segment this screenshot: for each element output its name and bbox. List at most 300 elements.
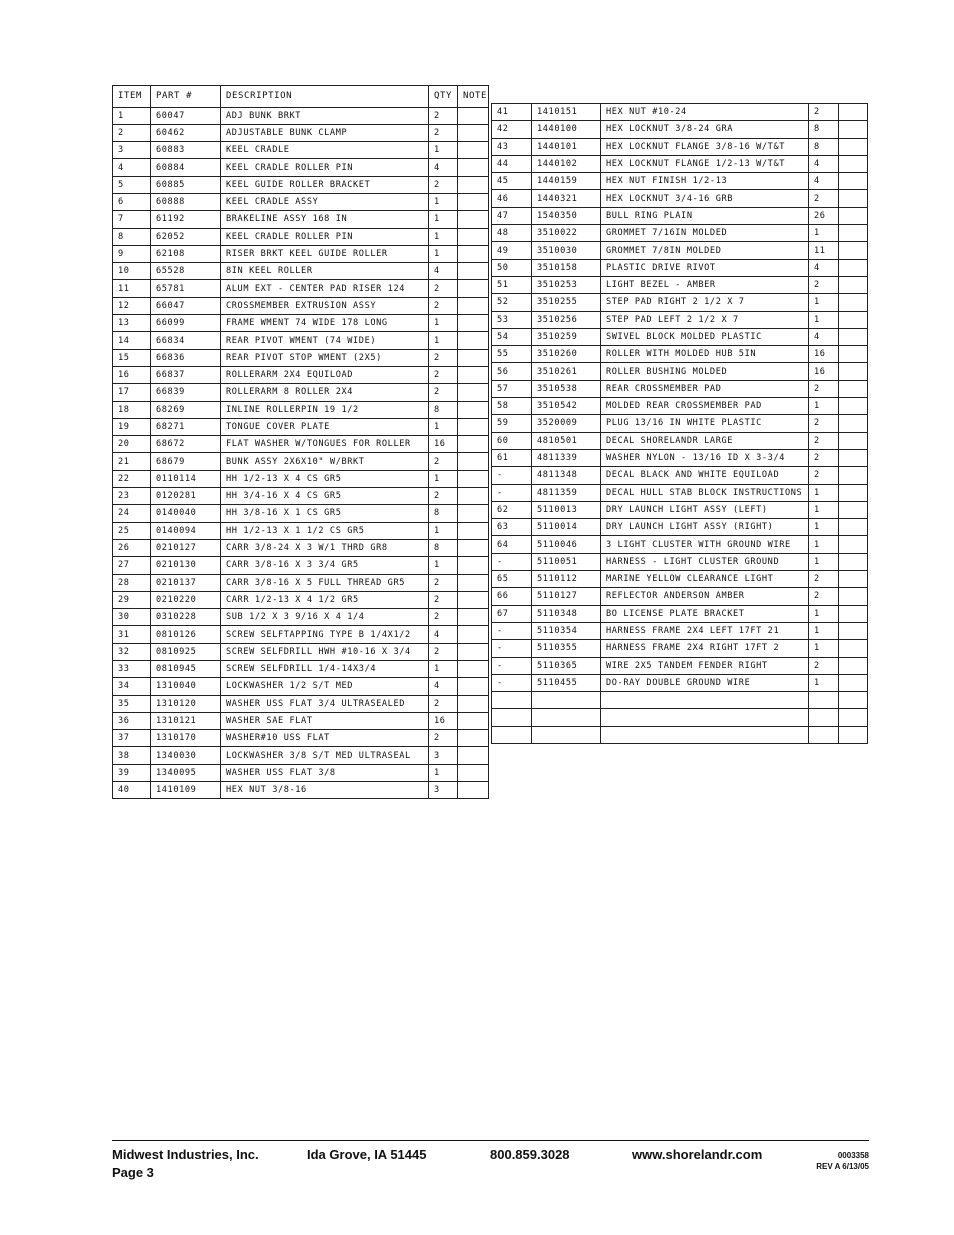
table-row: [492, 104, 868, 121]
cell-qty: 2: [429, 107, 458, 124]
table-row: [492, 588, 868, 605]
cell-note: [458, 349, 489, 366]
cell-qty: 2: [429, 349, 458, 366]
table-row: [492, 155, 868, 172]
header-part: PART #: [151, 86, 221, 108]
cell-note: [839, 501, 868, 518]
cell-qty: 1: [429, 142, 458, 159]
cell-qty: 16: [429, 436, 458, 453]
cell-part: 60884: [151, 159, 221, 176]
cell-description: INLINE ROLLERPIN 19 1/2: [221, 401, 429, 418]
cell-note: [839, 467, 868, 484]
cell-part: 66834: [151, 332, 221, 349]
cell-qty: 1: [429, 418, 458, 435]
cell-item: 23: [113, 488, 151, 505]
table-row: [113, 384, 489, 401]
cell-note: [458, 193, 489, 210]
cell-qty: 2: [429, 124, 458, 141]
table-row: [113, 488, 489, 505]
cell-qty: [809, 726, 839, 743]
table-row: [113, 730, 489, 747]
cell-note: [839, 155, 868, 172]
cell-item: -: [492, 553, 532, 570]
cell-note: [458, 124, 489, 141]
cell-item: 34: [113, 678, 151, 695]
cell-qty: 1: [429, 470, 458, 487]
cell-note: [458, 228, 489, 245]
cell-part: 1410109: [151, 782, 221, 799]
cell-qty: [809, 709, 839, 726]
table-row: [492, 415, 868, 432]
cell-description: HH 1/2-13 X 1 1/2 CS GR5: [221, 522, 429, 539]
cell-qty: 1: [429, 245, 458, 262]
cell-item: 42: [492, 121, 532, 138]
cell-description: HH 3/4-16 X 4 CS GR5: [221, 488, 429, 505]
cell-qty: 4: [429, 263, 458, 280]
cell-qty: 1: [429, 764, 458, 781]
cell-description: PLUG 13/16 IN WHITE PLASTIC: [601, 415, 809, 432]
cell-note: [458, 384, 489, 401]
cell-description: PLASTIC DRIVE RIVOT: [601, 259, 809, 276]
cell-qty: 2: [429, 280, 458, 297]
cell-note: [458, 643, 489, 660]
cell-part: 1310040: [151, 678, 221, 695]
cell-description: HARNESS FRAME 2X4 RIGHT 17FT 2: [601, 640, 809, 657]
cell-part: 1340095: [151, 764, 221, 781]
cell-note: [458, 747, 489, 764]
table-row: [492, 173, 868, 190]
table-row: [113, 245, 489, 262]
cell-note: [839, 294, 868, 311]
cell-part: 0140094: [151, 522, 221, 539]
table-row: [113, 557, 489, 574]
cell-item: 65: [492, 571, 532, 588]
cell-description: SUB 1/2 X 3 9/16 X 4 1/4: [221, 609, 429, 626]
table-row: [113, 764, 489, 781]
table-row: [492, 709, 868, 726]
cell-description: RISER BRKT KEEL GUIDE ROLLER: [221, 245, 429, 262]
cell-part: 0110114: [151, 470, 221, 487]
cell-description: DRY LAUNCH LIGHT ASSY (RIGHT): [601, 519, 809, 536]
cell-qty: 11: [809, 242, 839, 259]
cell-description: DECAL HULL STAB BLOCK INSTRUCTIONS: [601, 484, 809, 501]
table-row: [492, 294, 868, 311]
cell-part: 1440101: [532, 138, 601, 155]
table-row: [113, 228, 489, 245]
header-description: DESCRIPTION: [221, 86, 429, 108]
cell-qty: 2: [809, 415, 839, 432]
cell-item: 3: [113, 142, 151, 159]
cell-note: [458, 609, 489, 626]
cell-item: 15: [113, 349, 151, 366]
cell-part: 1310121: [151, 712, 221, 729]
cell-part: 0120281: [151, 488, 221, 505]
cell-note: [839, 259, 868, 276]
cell-part: 1540350: [532, 207, 601, 224]
cell-qty: 1: [429, 315, 458, 332]
parts-table-left-body: [113, 107, 489, 799]
cell-note: [839, 190, 868, 207]
table-row: [492, 674, 868, 691]
cell-item: 6: [113, 193, 151, 210]
cell-item: 37: [113, 730, 151, 747]
cell-item: 63: [492, 519, 532, 536]
cell-part: 1340030: [151, 747, 221, 764]
table-row: [113, 263, 489, 280]
cell-note: [839, 207, 868, 224]
cell-qty: 1: [429, 193, 458, 210]
cell-note: [839, 363, 868, 380]
cell-item: 51: [492, 276, 532, 293]
table-row: [113, 643, 489, 660]
cell-part: 1310170: [151, 730, 221, 747]
cell-item: [492, 692, 532, 709]
cell-note: [458, 695, 489, 712]
cell-note: [839, 398, 868, 415]
table-row: [113, 522, 489, 539]
cell-note: [458, 712, 489, 729]
cell-item: 38: [113, 747, 151, 764]
cell-item: 57: [492, 380, 532, 397]
table-row: [113, 418, 489, 435]
cell-item: 45: [492, 173, 532, 190]
table-row: [113, 280, 489, 297]
cell-note: [458, 678, 489, 695]
cell-part: 5110348: [532, 605, 601, 622]
cell-item: -: [492, 674, 532, 691]
cell-note: [458, 366, 489, 383]
cell-qty: 8: [809, 121, 839, 138]
table-row: [492, 692, 868, 709]
cell-part: 3520009: [532, 415, 601, 432]
table-row: [492, 449, 868, 466]
cell-qty: 1: [809, 553, 839, 570]
cell-item: 10: [113, 263, 151, 280]
cell-description: ADJ BUNK BRKT: [221, 107, 429, 124]
cell-note: [839, 276, 868, 293]
cell-item: 55: [492, 346, 532, 363]
cell-qty: 2: [429, 695, 458, 712]
cell-part: 68672: [151, 436, 221, 453]
cell-item: 67: [492, 605, 532, 622]
cell-part: 0810945: [151, 661, 221, 678]
cell-item: 35: [113, 695, 151, 712]
cell-part: 0810925: [151, 643, 221, 660]
cell-note: [458, 505, 489, 522]
cell-qty: 16: [429, 712, 458, 729]
table-row: [113, 349, 489, 366]
cell-description: HH 1/2-13 X 4 CS GR5: [221, 470, 429, 487]
cell-description: REAR PIVOT WMENT (74 WIDE): [221, 332, 429, 349]
cell-qty: 8: [429, 539, 458, 556]
cell-part: 62108: [151, 245, 221, 262]
cell-item: -: [492, 640, 532, 657]
table-row: [113, 453, 489, 470]
cell-qty: 16: [809, 346, 839, 363]
cell-part: 4811339: [532, 449, 601, 466]
cell-description: KEEL CRADLE: [221, 142, 429, 159]
cell-description: WASHER USS FLAT 3/4 ULTRASEALED: [221, 695, 429, 712]
cell-qty: 2: [429, 366, 458, 383]
cell-description: WASHER#10 USS FLAT: [221, 730, 429, 747]
cell-part: 0140040: [151, 505, 221, 522]
cell-note: [458, 782, 489, 799]
table-row: [492, 346, 868, 363]
cell-note: [839, 640, 868, 657]
cell-note: [458, 626, 489, 643]
table-row: [113, 366, 489, 383]
cell-qty: 2: [809, 657, 839, 674]
cell-part: 60047: [151, 107, 221, 124]
cell-item: 66: [492, 588, 532, 605]
cell-description: FRAME WMENT 74 WIDE 178 LONG: [221, 315, 429, 332]
table-row: [492, 657, 868, 674]
cell-item: 59: [492, 415, 532, 432]
cell-part: 5110046: [532, 536, 601, 553]
cell-description: 3 LIGHT CLUSTER WITH GROUND WIRE: [601, 536, 809, 553]
cell-description: GROMMET 7/16IN MOLDED: [601, 225, 809, 242]
cell-qty: 1: [809, 640, 839, 657]
cell-note: [839, 657, 868, 674]
cell-item: 62: [492, 501, 532, 518]
cell-qty: 1: [809, 605, 839, 622]
cell-qty: 1: [809, 311, 839, 328]
cell-note: [458, 661, 489, 678]
cell-part: 61192: [151, 211, 221, 228]
cell-item: 61: [492, 449, 532, 466]
cell-qty: 1: [809, 501, 839, 518]
cell-qty: 2: [809, 588, 839, 605]
cell-description: MARINE YELLOW CLEARANCE LIGHT: [601, 571, 809, 588]
table-row: [113, 315, 489, 332]
cell-part: 5110013: [532, 501, 601, 518]
cell-note: [839, 519, 868, 536]
cell-description: BRAKELINE ASSY 168 IN: [221, 211, 429, 228]
cell-part: 3510261: [532, 363, 601, 380]
cell-qty: 1: [429, 332, 458, 349]
cell-qty: 4: [809, 328, 839, 345]
cell-part: 3510158: [532, 259, 601, 276]
parts-table-left: [112, 85, 489, 799]
cell-qty: 1: [809, 225, 839, 242]
table-row: [113, 591, 489, 608]
cell-part: 0210220: [151, 591, 221, 608]
cell-part: 60885: [151, 176, 221, 193]
cell-description: [601, 709, 809, 726]
cell-item: 16: [113, 366, 151, 383]
cell-qty: 26: [809, 207, 839, 224]
cell-note: [839, 138, 868, 155]
cell-description: [601, 726, 809, 743]
cell-item: 33: [113, 661, 151, 678]
cell-qty: 2: [809, 380, 839, 397]
cell-part: 3510256: [532, 311, 601, 328]
cell-note: [458, 142, 489, 159]
cell-note: [839, 346, 868, 363]
cell-description: CARR 3/8-16 X 3 3/4 GR5: [221, 557, 429, 574]
cell-description: CARR 3/8-16 X 5 FULL THREAD GR5: [221, 574, 429, 591]
cell-description: CROSSMEMBER EXTRUSION ASSY: [221, 297, 429, 314]
footer-page-number: Page 3: [112, 1165, 154, 1180]
cell-note: [839, 242, 868, 259]
cell-note: [458, 436, 489, 453]
cell-description: WASHER NYLON - 13/16 ID X 3-3/4: [601, 449, 809, 466]
cell-item: 54: [492, 328, 532, 345]
cell-description: HARNESS - LIGHT CLUSTER GROUND: [601, 553, 809, 570]
cell-qty: 2: [429, 384, 458, 401]
cell-description: 8IN KEEL ROLLER: [221, 263, 429, 280]
cell-note: [458, 418, 489, 435]
cell-description: HEX LOCKNUT 3/8-24 GRA: [601, 121, 809, 138]
table-row: [113, 401, 489, 418]
cell-note: [458, 488, 489, 505]
cell-qty: 2: [429, 730, 458, 747]
cell-description: ROLLERARM 2X4 EQUILOAD: [221, 366, 429, 383]
cell-qty: 16: [809, 363, 839, 380]
footer-address: Ida Grove, IA 51445: [307, 1147, 427, 1162]
cell-part: 68269: [151, 401, 221, 418]
cell-note: [839, 311, 868, 328]
cell-item: 22: [113, 470, 151, 487]
cell-part: 60462: [151, 124, 221, 141]
cell-description: HEX NUT 3/8-16: [221, 782, 429, 799]
parts-table-right-body: [492, 104, 868, 744]
cell-note: [458, 730, 489, 747]
cell-qty: 2: [809, 104, 839, 121]
cell-part: 1440159: [532, 173, 601, 190]
cell-item: -: [492, 467, 532, 484]
cell-qty: 2: [809, 276, 839, 293]
cell-note: [839, 328, 868, 345]
cell-part: [532, 692, 601, 709]
cell-part: 5110014: [532, 519, 601, 536]
footer-company: Midwest Industries, Inc.: [112, 1147, 259, 1162]
cell-qty: 3: [429, 747, 458, 764]
table-row: [492, 398, 868, 415]
cell-item: 47: [492, 207, 532, 224]
table-row: [492, 121, 868, 138]
cell-description: HEX NUT #10-24: [601, 104, 809, 121]
cell-item: 8: [113, 228, 151, 245]
cell-description: BO LICENSE PLATE BRACKET: [601, 605, 809, 622]
cell-note: [458, 557, 489, 574]
cell-part: 5110365: [532, 657, 601, 674]
cell-description: WASHER SAE FLAT: [221, 712, 429, 729]
header-note: NOTE: [458, 86, 489, 108]
cell-qty: 1: [429, 211, 458, 228]
cell-item: 26: [113, 539, 151, 556]
cell-note: [458, 211, 489, 228]
header-item: ITEM: [113, 86, 151, 108]
cell-qty: 2: [429, 574, 458, 591]
cell-qty: 4: [429, 626, 458, 643]
table-row: [492, 571, 868, 588]
cell-item: 60: [492, 432, 532, 449]
cell-note: [839, 173, 868, 190]
cell-description: ROLLER WITH MOLDED HUB 5IN: [601, 346, 809, 363]
cell-part: [532, 709, 601, 726]
cell-item: 25: [113, 522, 151, 539]
cell-qty: 2: [429, 453, 458, 470]
cell-description: HH 3/8-16 X 1 CS GR5: [221, 505, 429, 522]
cell-item: 50: [492, 259, 532, 276]
cell-note: [458, 315, 489, 332]
cell-note: [458, 522, 489, 539]
cell-qty: 2: [429, 643, 458, 660]
cell-description: FLAT WASHER W/TONGUES FOR ROLLER: [221, 436, 429, 453]
cell-qty: 1: [429, 522, 458, 539]
cell-description: CARR 1/2-13 X 4 1/2 GR5: [221, 591, 429, 608]
cell-item: 18: [113, 401, 151, 418]
cell-part: 66099: [151, 315, 221, 332]
table-row: [492, 138, 868, 155]
cell-note: [839, 449, 868, 466]
cell-qty: 2: [809, 571, 839, 588]
table-row: [113, 159, 489, 176]
cell-description: REFLECTOR ANDERSON AMBER: [601, 588, 809, 605]
table-row: [492, 501, 868, 518]
cell-part: 68271: [151, 418, 221, 435]
table-row: [113, 695, 489, 712]
cell-note: [839, 415, 868, 432]
cell-note: [458, 401, 489, 418]
cell-description: ADJUSTABLE BUNK CLAMP: [221, 124, 429, 141]
cell-part: 65528: [151, 263, 221, 280]
table-row: [492, 225, 868, 242]
cell-description: LIGHT BEZEL - AMBER: [601, 276, 809, 293]
cell-description: ROLLERARM 8 ROLLER 2X4: [221, 384, 429, 401]
cell-description: ALUM EXT - CENTER PAD RISER 124: [221, 280, 429, 297]
cell-item: -: [492, 484, 532, 501]
cell-part: 4811359: [532, 484, 601, 501]
cell-description: DECAL BLACK AND WHITE EQUILOAD: [601, 467, 809, 484]
cell-item: 19: [113, 418, 151, 435]
cell-item: 9: [113, 245, 151, 262]
cell-description: BULL RING PLAIN: [601, 207, 809, 224]
cell-note: [839, 536, 868, 553]
cell-qty: 4: [809, 173, 839, 190]
table-row: [492, 380, 868, 397]
cell-description: SCREW SELFDRILL 1/4-14X3/4: [221, 661, 429, 678]
cell-qty: 1: [809, 294, 839, 311]
cell-description: LOCKWASHER 3/8 S/T MED ULTRASEAL: [221, 747, 429, 764]
cell-part: 5110354: [532, 622, 601, 639]
cell-description: HEX NUT FINISH 1/2-13: [601, 173, 809, 190]
cell-note: [839, 553, 868, 570]
cell-description: HARNESS FRAME 2X4 LEFT 17FT 21: [601, 622, 809, 639]
cell-item: 43: [492, 138, 532, 155]
cell-note: [458, 539, 489, 556]
cell-qty: 3: [429, 782, 458, 799]
cell-note: [458, 159, 489, 176]
cell-part: 66836: [151, 349, 221, 366]
cell-item: 30: [113, 609, 151, 626]
table-row: [113, 142, 489, 159]
cell-item: 41: [492, 104, 532, 121]
table-row: [492, 536, 868, 553]
cell-item: 12: [113, 297, 151, 314]
cell-note: [458, 245, 489, 262]
table-row: [113, 470, 489, 487]
cell-item: 52: [492, 294, 532, 311]
cell-qty: 1: [809, 622, 839, 639]
cell-qty: 8: [809, 138, 839, 155]
cell-item: 21: [113, 453, 151, 470]
cell-description: STEP PAD LEFT 2 1/2 X 7: [601, 311, 809, 328]
table-row: [492, 432, 868, 449]
cell-qty: 2: [429, 609, 458, 626]
table-row: [113, 712, 489, 729]
